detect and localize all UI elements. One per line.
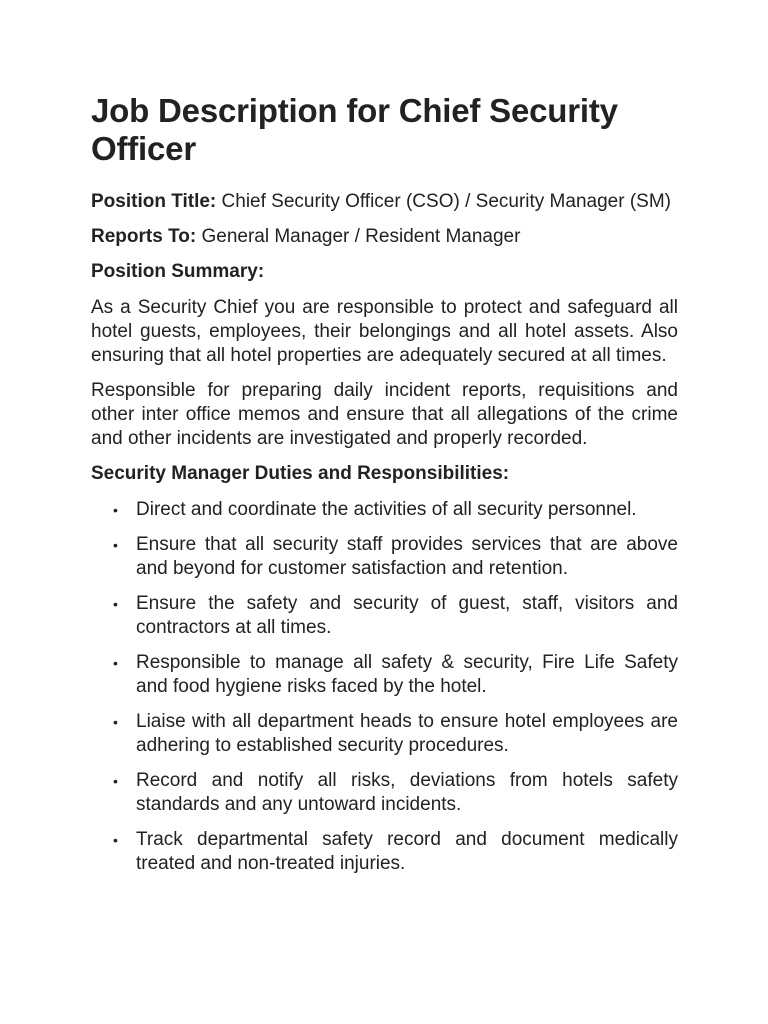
summary-paragraph: As a Security Chief you are responsible to protect and safeguard all hotel guests, employees, their belongings and all hotel assets. Also ensuring that all hotel properties are adequately secured at all times. [91,297,678,366]
position-title-label: Position Title: [91,191,217,212]
duty-text: Liaise with all department heads to ensure hotel employees are adhering to established security procedures. [136,711,678,756]
duty-text: Record and notify all risks, deviations from hotels safety standards and any untoward incidents. [136,770,678,815]
duty-text: Responsible to manage all safety & security, Fire Life Safety and food hygiene risks faced by the hotel. [136,652,678,697]
duty-text: Direct and coordinate the activities of all security personnel. [136,499,637,520]
bullet-icon: • [113,596,118,612]
page-title: Job Description for Chief Security Officer [91,92,618,167]
bullet-icon: • [113,537,118,553]
reports-to-label: Reports To: [91,226,197,247]
duty-item [91,651,678,699]
duties-heading: Security Manager Duties and Responsibilities: [91,463,510,484]
bullet-icon: • [113,502,118,518]
bullet-icon: • [113,655,118,671]
bullet-icon: • [113,832,118,848]
position-title-value: Chief Security Officer (CSO) / Security Manager (SM) [221,191,671,212]
bullet-icon: • [113,773,118,789]
duty-item [91,592,678,640]
duty-item [91,498,678,522]
duty-item [91,769,678,817]
duties-list [91,498,678,876]
duty-item [91,828,678,876]
position-title-line [91,190,678,214]
duty-text: Ensure the safety and security of guest, staff, visitors and contractors at all times. [136,593,678,638]
reports-to-line [91,225,678,249]
summary-paragraph: Responsible for preparing daily incident reports, requisitions and other inter office memos and ensure that all allegations of the crime and other incidents are investigated and properly recorded. [91,380,678,449]
reports-to-value: General Manager / Resident Manager [201,226,521,247]
duty-text: Track departmental safety record and document medically treated and non-treated injuries. [136,829,678,874]
bullet-icon: • [113,714,118,730]
duty-text: Ensure that all security staff provides services that are above and beyond for customer satisfaction and retention. [136,534,678,579]
duty-item [91,710,678,758]
duty-item [91,533,678,581]
position-summary-heading: Position Summary: [91,261,265,282]
